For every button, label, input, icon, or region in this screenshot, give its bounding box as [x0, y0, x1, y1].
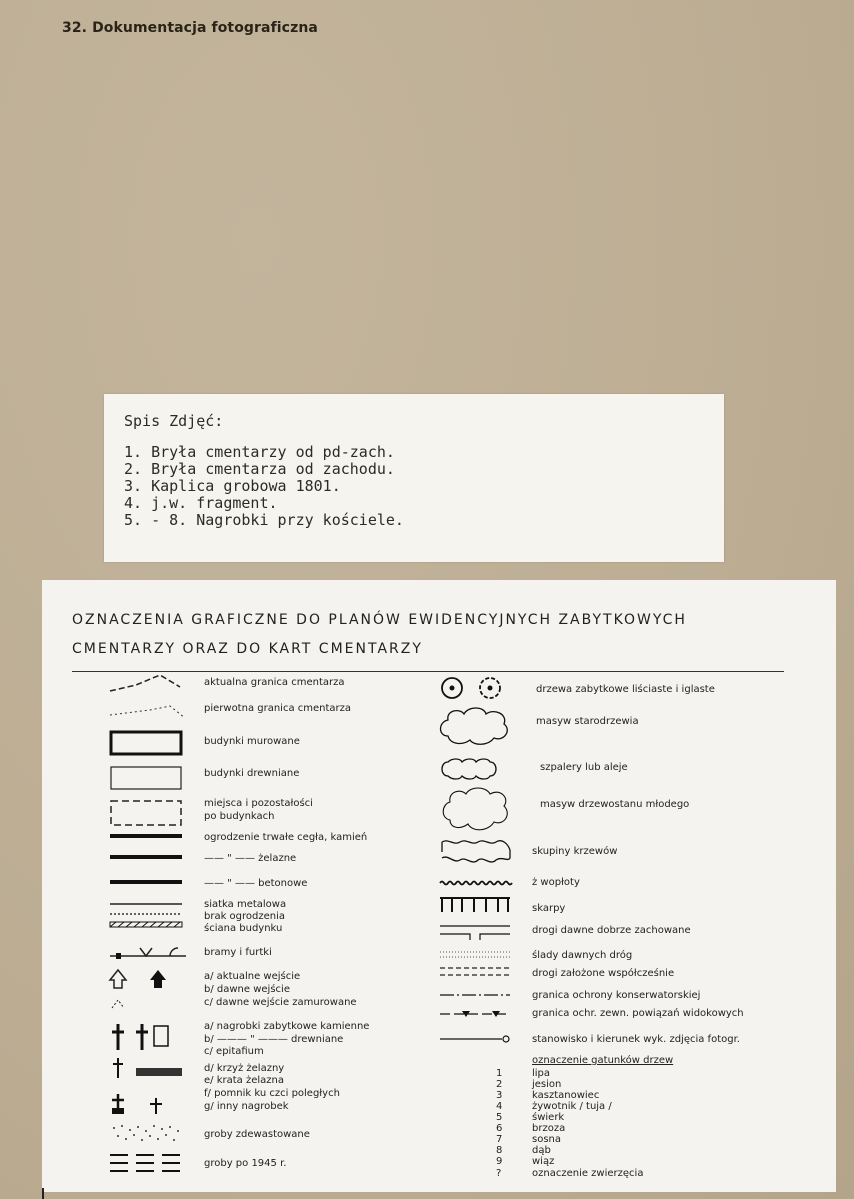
- species-name: brzoza: [532, 1123, 566, 1134]
- iron-fence-icon: [110, 855, 182, 861]
- legend-title-line1: OZNACZENIA GRAFICZNE DO PLANÓW EWIDENCYJNYCH ZABYTKOWYCH: [72, 612, 687, 628]
- legend-label: masyw drzewostanu młodego: [540, 799, 690, 810]
- legend-label: g/ inny nagrobek: [204, 1101, 289, 1112]
- legend-label: skarpy: [532, 903, 566, 914]
- legend-label: ślady dawnych dróg: [532, 950, 633, 961]
- species-number: 9: [496, 1156, 503, 1167]
- legend-label: granica ochrony konserwatorskiej: [532, 990, 701, 1001]
- destroyed-graves-icon: [110, 1122, 182, 1146]
- legend-label: d/ krzyż żelazny: [204, 1063, 285, 1074]
- species-number: ?: [496, 1168, 502, 1179]
- tombstone-icon: [110, 1022, 190, 1122]
- legend-label: budynki drewniane: [204, 768, 300, 779]
- legend-label: po budynkach: [204, 811, 275, 822]
- legend-label: ż wopłoty: [532, 877, 580, 888]
- shrub-icon: [440, 838, 512, 872]
- species-name: świerk: [532, 1112, 565, 1123]
- species-name: lipa: [532, 1068, 551, 1079]
- legend-label: —— " —— betonowe: [204, 878, 308, 889]
- legend-label: granica ochr. zewn. powiązań widokowych: [532, 1008, 744, 1019]
- mesh-fence-icon: [110, 900, 182, 932]
- species-name: żywotnik / tuja /: [532, 1101, 612, 1112]
- species-name: oznaczenie zwierzęcia: [532, 1168, 644, 1179]
- legend-label: a/ nagrobki zabytkowe kamienne: [204, 1021, 370, 1032]
- legend-label: siatka metalowa: [204, 899, 287, 910]
- species-number: 2: [496, 1079, 503, 1090]
- legend-label: stanowisko i kierunek wyk. zdjęcia fotogr.: [532, 1034, 740, 1045]
- legend-label: —— " —— żelazne: [204, 853, 297, 864]
- protection-boundary-icon: [440, 992, 512, 998]
- legend-label: c/ epitafium: [204, 1046, 264, 1057]
- concrete-fence-icon: [110, 880, 182, 886]
- new-road-icon: [440, 966, 512, 978]
- building-remains-icon: [110, 800, 182, 826]
- species-number: 3: [496, 1090, 503, 1101]
- monument-tree-icon: [440, 676, 516, 700]
- legend-label: pierwotna granica cmentarza: [204, 703, 352, 714]
- legend-label: b/ ——— " ——— drewniane: [204, 1034, 344, 1045]
- photo-list-card: [104, 394, 724, 562]
- species-name: jesion: [532, 1079, 562, 1090]
- legend-label: masyw starodrzewia: [536, 716, 639, 727]
- brick-building-icon: [110, 731, 182, 755]
- legend-label: drogi dawne dobrze zachowane: [532, 925, 691, 936]
- legend-label: budynki murowane: [204, 736, 300, 747]
- view-protection-boundary-icon: [440, 1009, 512, 1019]
- species-number: 6: [496, 1123, 503, 1134]
- species-number: 5: [496, 1112, 503, 1123]
- page-header: 32. Dokumentacja fotograficzna: [62, 20, 318, 36]
- species-name: wiąz: [532, 1156, 555, 1167]
- legend-label: a/ aktualne wejście: [204, 971, 301, 982]
- post-1945-graves-icon: [110, 1152, 182, 1176]
- list-item: 2. Bryła cmentarza od zachodu.: [124, 460, 395, 478]
- legend-label: drzewa zabytkowe liściaste i iglaste: [536, 684, 715, 695]
- legend-divider: [72, 671, 784, 672]
- legend-label: skupiny krzewów: [532, 846, 618, 857]
- species-number: 4: [496, 1101, 503, 1112]
- species-number: 7: [496, 1134, 503, 1145]
- legend-label: ściana budynku: [204, 923, 283, 934]
- legend-label: e/ krata żelazna: [204, 1075, 284, 1086]
- legend-label: ogrodzenie trwałe cegła, kamień: [204, 832, 368, 843]
- current-boundary-icon: [110, 673, 190, 695]
- species-name: dąb: [532, 1145, 551, 1156]
- entrance-icon: [110, 968, 190, 1016]
- list-item: 3. Kaplica grobowa 1801.: [124, 477, 341, 495]
- species-number: 1: [496, 1068, 503, 1079]
- legend-label: bramy i furtki: [204, 947, 272, 958]
- legend-label: drogi założone współcześnie: [532, 968, 675, 979]
- legend-label: groby zdewastowane: [204, 1129, 310, 1140]
- escarpment-icon: [440, 896, 512, 916]
- permanent-fence-icon: [110, 834, 182, 840]
- young-stand-icon: [440, 786, 512, 832]
- tree-row-icon: [438, 758, 512, 780]
- old-road-traces-icon: [440, 950, 512, 960]
- species-name: kasztanowiec: [532, 1090, 600, 1101]
- species-number: 8: [496, 1145, 503, 1156]
- legend-label: groby po 1945 r.: [204, 1158, 287, 1169]
- photo-list-title: Spis Zdjęć:: [124, 412, 224, 430]
- wooden-building-icon: [110, 766, 182, 790]
- old-stand-icon: [438, 706, 512, 746]
- legend-label: szpalery lub aleje: [540, 762, 628, 773]
- legend-label: f/ pomnik ku czci poległych: [204, 1088, 340, 1099]
- list-item: 1. Bryła cmentarzy od pd-zach.: [124, 443, 395, 461]
- species-name: sosna: [532, 1134, 562, 1145]
- photo-list: [124, 444, 404, 529]
- legend-label: b/ dawne wejście: [204, 984, 290, 995]
- legend-edge: [42, 1188, 44, 1199]
- hedge-icon: [440, 880, 512, 886]
- road-icon: [440, 922, 512, 942]
- list-item: 4. j.w. fragment.: [124, 494, 278, 512]
- gate-icon: [110, 944, 186, 962]
- legend-label: aktualna granica cmentarza: [204, 677, 345, 688]
- legend-label: c/ dawne wejście zamurowane: [204, 997, 357, 1008]
- tree-species-heading: oznaczenie gatunków drzew: [532, 1055, 674, 1066]
- legend-label: brak ogrodzenia: [204, 911, 286, 922]
- photo-direction-icon: [440, 1034, 512, 1044]
- legend-title-line2: CMENTARZY ORAZ DO KART CMENTARZY: [72, 641, 423, 657]
- legend-label: miejsca i pozostałości: [204, 798, 313, 809]
- original-boundary-icon: [110, 700, 190, 720]
- list-item: 5. - 8. Nagrobki przy kościele.: [124, 511, 404, 529]
